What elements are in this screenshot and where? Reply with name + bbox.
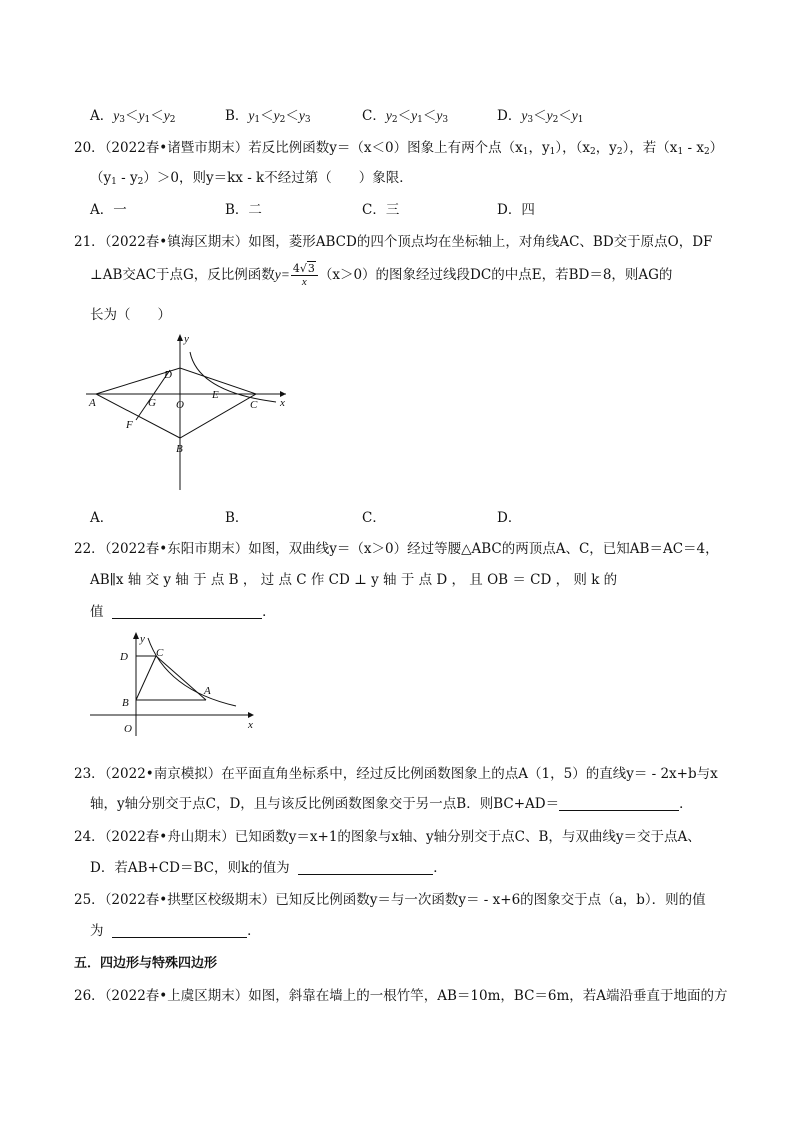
q21-label-d: D — [164, 369, 172, 381]
q22-line-1: 22．（2022春•东阳市期末）如图，双曲线y＝（x＞0）经过等腰△ABC的两顶点A、C，已知AB＝AC＝4， — [74, 541, 719, 557]
question-source: （2022春•诸暨市期末） — [104, 140, 249, 156]
q21-label-b: B — [176, 443, 183, 455]
question-source: （2022春•镇海区期末） — [104, 234, 249, 250]
answer-blank[interactable] — [559, 796, 679, 811]
q21-label-e: E — [212, 389, 219, 401]
q21-fraction: $\frac{4√3}{x}$ — [291, 263, 318, 288]
q22-label-y: y — [140, 633, 145, 645]
q25-line-1: 25．（2022春•拱墅区校级期末）已知反比例函数y＝与一次函数y＝ - x+6的图象交于点（a，b）．则的值 — [74, 892, 706, 908]
q21-label-g: G — [148, 397, 156, 409]
q26-line-1: 26．（2022春•上虞区期末）如图，斜靠在墙上的一根竹竿，AB＝10m，BC＝6m，若A端沿垂直于地面的方 — [74, 988, 728, 1004]
q19-option-d: D．$y_3<y_2<y_1$ — [497, 108, 584, 125]
question-source: （2022•南京模拟） — [104, 766, 222, 782]
q21-option-c: C． — [362, 510, 386, 526]
q21-line-2: ⊥AB交AC于点G，反比例函数y= $\frac{4√3}{x}$ （x＞0）的图象经过线段DC的中点E，若BD＝8，则AG的 — [90, 262, 673, 288]
q22-label-c: C — [156, 647, 164, 659]
q20-line-2: $(y_1 - y_2)>0$，则y＝kx - k不经过第（ ）象限． — [90, 170, 413, 187]
q24-line-1: 24．（2022春•舟山期末）已知函数y＝x+1的图象与x轴、y轴分别交于点C、B，与双曲线y＝交于点A、 — [74, 829, 701, 845]
section-heading: 五．四边形与特殊四边形 — [74, 956, 218, 971]
question-number: 22． — [74, 541, 105, 557]
q22-label-d: D — [120, 651, 128, 663]
q21-label-y: y — [184, 333, 189, 345]
q24-line-2: D．若AB+CD＝BC，则k的值为 ． — [90, 860, 447, 876]
q22-line-3: 值 ． — [90, 604, 276, 620]
question-number: 26． — [74, 988, 105, 1004]
q21-line-3: 长为（ ） — [90, 307, 171, 323]
q19-option-a: A．$y_3<y_1<y_2$ — [90, 108, 176, 125]
answer-blank[interactable] — [112, 923, 247, 938]
q22-label-a: A — [204, 685, 211, 697]
q20-line-1: 20．（2022春•诸暨市期末）若反比例函数y＝（x＜0）图象上有两个点（$x_1$，$y_1$），（$x_2$，$y_2$），若$(x_1 - x_2)$ — [74, 140, 724, 157]
q22-line-2: AB∥x 轴 交 y 轴 于 点 B ， 过 点 C 作 CD ⊥ y 轴 于 点 D ， 且 OB ＝ CD ， 则 k 的 — [90, 572, 618, 588]
q25-line-2: 为 ． — [90, 923, 261, 939]
q23-line-1: 23．（2022•南京模拟）在平面直角坐标系中，经过反比例函数图象上的点A（1，5）的直线y＝ - 2x+b与x — [74, 766, 718, 782]
q21-option-b: B． — [225, 510, 249, 526]
q22-label-o: O — [124, 723, 132, 735]
q19-option-c: C．$y_2<y_1<y_3$ — [362, 108, 449, 125]
question-source: （2022春•舟山期末） — [104, 829, 235, 845]
q21-rhombus-figure — [86, 332, 296, 492]
q21-label-o: O — [176, 399, 184, 411]
answer-blank[interactable] — [112, 604, 262, 619]
q19-option-b: B．$y_1<y_2<y_3$ — [225, 108, 311, 125]
q20-option-c: C．三 — [362, 202, 400, 218]
q20-option-d: D．四 — [497, 202, 535, 218]
q23-line-2: 轴，y轴分别交于点C，D，且与该反比例函数图象交于另一点B．则BC+AD＝ ． — [90, 796, 693, 812]
q21-label-x: x — [280, 397, 285, 409]
answer-blank[interactable] — [298, 860, 433, 875]
question-source: （2022春•东阳市期末） — [104, 541, 249, 557]
q21-line-1: 21．（2022春•镇海区期末）如图，菱形ABCD的四个顶点均在坐标轴上，对角线AC、BD交于原点O，DF — [74, 234, 713, 250]
q22-label-x: x — [248, 719, 253, 731]
question-number: 20． — [74, 140, 105, 156]
q20-option-b: B．二 — [225, 202, 262, 218]
question-number: 24． — [74, 829, 105, 845]
q21-label-f: F — [126, 419, 133, 431]
q21-label-c: C — [250, 399, 258, 411]
q22-hyperbola-figure — [86, 630, 266, 740]
question-number: 21． — [74, 234, 105, 250]
q21-option-d: D． — [497, 510, 522, 526]
question-number: 23． — [74, 766, 105, 782]
q21-label-a: A — [89, 397, 96, 409]
q20-option-a: A．一 — [90, 202, 127, 218]
question-number: 25． — [74, 892, 105, 908]
q21-option-a: A． — [90, 510, 114, 526]
question-source: （2022春•拱墅区校级期末） — [104, 892, 276, 908]
question-source: （2022春•上虞区期末） — [104, 988, 249, 1004]
q22-label-b: B — [122, 697, 129, 709]
